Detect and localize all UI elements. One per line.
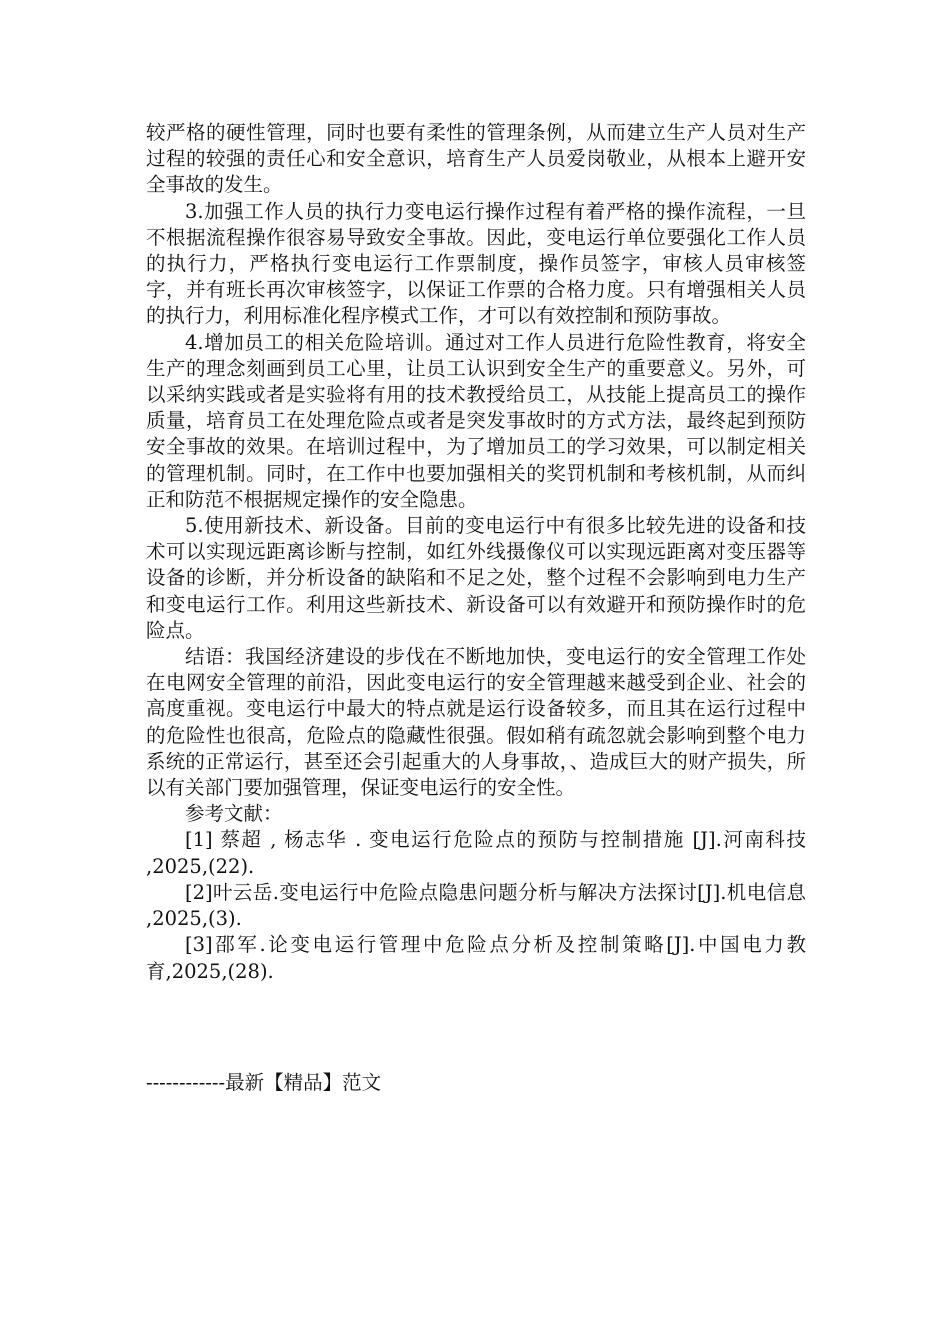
paragraph-point-5: 5.使用新技术、新设备。目前的变电运行中有很多比较先进的设备和技术可以实现远距离诊断与控制，如红外线摄像仪可以实现远距离对变压器等设备的诊断，并分析设备的缺陷和不足之处，整个过程不会影响到电力生产和变电运行工作。利用这些新技术、新设备可以有效避开和预防操作时的危险点。 (146, 514, 806, 642)
page-footer: ------------最新【精品】范文 (146, 1071, 382, 1094)
reference-item: [1] 蔡超 , 杨志华 . 变电运行危险点的预防与控制措施 [J].河南科技 ,2025,(22). (146, 828, 806, 878)
document-body (146, 120, 806, 985)
references-heading: 参考文献： (185, 802, 283, 826)
paragraph-point-4: 4.增加员工的相关危险培训。通过对工作人员进行危险性教育，将安全生产的理念刻画到员工心里，让员工认识到安全生产的重要意义。另外，可以采纳实践或者是实验将有用的技术教授给员工，从技能上提高员工的操作质量，培育员工在处理危险点或者是突发事故时的方式方法，最终起到预防安全事故的效果。在培训过程中，为了增加员工的学习效果，可以制定相关的管理机制。同时，在工作中也要加强相关的奖罚机制和考核机制，从而纠正和防范不根据规定操作的安全隐患。 (146, 330, 806, 511)
reference-item: [3]邵军.论变电运行管理中危险点分析及控制策略[J].中国电力教育,2025,(28). (146, 933, 806, 983)
reference-item: [2]叶云岳.变电运行中危险点隐患问题分析与解决方法探讨[J].机电信息 ,2025,(3). (146, 880, 806, 931)
paragraph-point-3: 3.加强工作人员的执行力变电运行操作过程有着严格的操作流程，一旦不根据流程操作很容易导致安全事故。因此，变电运行单位要强化工作人员的执行力，严格执行变电运行工作票制度，操作员签字，审核人员审核签字，并有班长再次审核签字，以保证工作票的合格力度。只有增强相关人员的执行力，利用标准化程序模式工作，才可以有效控制和预防事故。 (146, 199, 806, 328)
paragraph-conclusion: 结语：我国经济建设的步伐在不断地加快，变电运行的安全管理工作处在电网安全管理的前沿，因此变电运行的安全管理越来越受到企业、社会的高度重视。变电运行中最大的特点就是运行设备较多，而且其在运行过程中的危险性也很高，危险点的隐藏性很强。假如稍有疏忽就会影响到整个电力系统的正常运行，甚至还会引起重大的人身事故，、造成巨大的财产损失，所以有关部门要加强管理，保证变电运行的安全性。 (146, 645, 806, 800)
paragraph-continuation: 较严格的硬性管理，同时也要有柔性的管理条例，从而建立生产人员对生产过程的较强的责任心和安全意识，培育生产人员爱岗敬业，从根本上避开安全事故的发生。 (146, 121, 806, 197)
